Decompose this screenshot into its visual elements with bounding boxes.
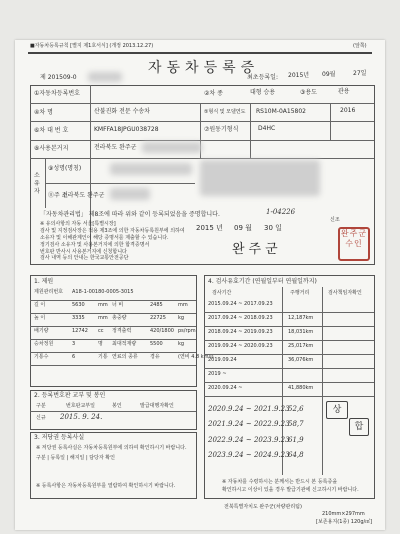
hand-entry-2: 2021.9.24 ~ 2022.9.23 [208,420,290,428]
inspection-mileage: 36,076km [288,357,314,363]
spec-label: 제원관리번호 [34,289,63,295]
footer-note-1: ※ 자동차를 수령하시는 분께서는 반드시 본 등록증을 [222,479,338,485]
cert-line6: 번호판 반사시 사용본거지에 신청합니다 [40,249,127,255]
cert-line7: 검사 내역 등의 안내는 한국교통안전공단 [40,255,129,261]
hand-km-2: 58,7 [288,420,304,428]
doc-number: 제 201509-0 [40,74,77,81]
use-value: 관용 [338,88,350,95]
hand-entry-4: 2023.9.24 ~ 2024.9.23 [208,451,290,459]
plate-row1: 신규 [36,415,46,421]
inspection-period: 2019.09.24 [208,357,237,363]
plate-col2: 번호판교부일 [66,403,95,409]
row-line [30,158,374,159]
document-title: 자동차등록증 [148,60,260,76]
hand-km-1: 52,6 [288,405,304,413]
plate-title: 2. 등록번호판 교부 및 봉인 [34,392,106,399]
row-line [30,300,196,301]
col-line [322,287,323,475]
row-line [204,340,374,341]
name-value: 산불진화 전문 수송차 [94,108,150,115]
plate-col1: 구분 [36,403,46,409]
first-reg-month: 09월 [322,71,336,78]
spec-value: 6 [72,354,76,360]
redacted-owner-address [110,188,150,200]
spec-label: 높 이 [34,315,46,321]
issue-day: 30 일 [264,224,282,232]
spec-value: 3335 [72,315,85,321]
plate-col3: 봉인 [112,403,122,409]
hand-entry-3: 2022.9.24 ~ 2023.9.23 [208,436,290,444]
plate-col4: 발급대행자확인 [140,403,174,409]
spec-value: 420/1800 [150,328,174,334]
spec-unit: kg [178,341,185,347]
plate-row1-date: 2015. 9. 24. [60,413,103,421]
inspection-col2: 주행거리 [290,290,310,296]
row-line [30,140,374,141]
engine-label: ⑤형식 및 모델연도 [204,109,246,115]
spec-label: 너 비 [112,302,124,308]
redacted-owner-name [110,163,192,175]
inspection-col1: 검사기간 [212,290,232,296]
inspection-stamp-2: 합 [349,418,369,436]
row-line [204,354,374,355]
first-reg-year: 2015년 [288,72,310,79]
base-label: ⑧사용본거지 [34,145,69,152]
spec-unit: mm [98,302,108,308]
owner-label: 소유자 [34,172,40,195]
spec-unit: mm [98,315,108,321]
footer-paper: [보존용지(1종) 120g/㎡] [316,519,373,525]
issue-year: 2015 년 [196,224,223,232]
col-line [250,103,251,158]
redacted-base-address [142,142,202,153]
spec-unit: (연비 4.8 km/l) [178,354,214,360]
inspection-period: 2020.09.24 ~ [208,385,243,391]
inspection-col3: 검사책임자확인 [328,290,362,296]
engine-value: RS10M-0A15802 [256,108,306,115]
spec-label: 총중량 [112,315,127,321]
spec-value: 5630 [72,302,85,308]
row-line [204,382,374,383]
form-side-text: (앞쪽) [353,43,367,49]
footer-org: 전북특별자치도 완주군(차량관리팀) [224,504,302,510]
spec-unit: 명 [98,341,103,347]
issuer-name: 완주군 [232,242,282,257]
row-line [45,183,195,184]
inspection-period: 2015.09.24 ~ 2017.09.23 [208,301,273,307]
spec-value: 12742 [72,328,88,334]
name-label: ④차 명 [34,109,53,116]
inspection-title: 4. 검사유효기간 (연월일부터 연월일까지) [208,278,317,285]
row-line [30,313,196,314]
first-reg-day: 27일 [353,70,367,77]
base-value: 전라북도 완주군 [94,144,137,151]
spec-label: 정격출력 [112,328,132,334]
spec-unit: ps/rpm [178,328,196,334]
inspection-mileage: 41,880km [288,385,314,391]
spec-unit: cc [98,328,104,334]
owner-name-label: ⑨성명(명칭) [48,165,82,172]
owner-addr-value: 전라북도 완주군 [62,192,105,199]
hand-km-3: 61,9 [288,436,304,444]
hand-entry-1: 2020.9.24 ~ 2021.9.23 [208,405,290,413]
inspection-mileage: 12,187km [288,315,314,321]
col-line [282,287,283,475]
row-line [204,326,374,327]
engine-type-label: ⑦원동기형식 [204,126,239,133]
cert-line2: ※ 유의사항의 자동 서울[특별시장] [40,221,116,227]
row-line [30,411,196,412]
header-rule [28,52,372,54]
vin-value: KMFFA18JPGU038728 [94,126,159,133]
engine-type-value: D4HC [258,125,276,132]
row-line [30,121,374,122]
mortgage-line3: ※ 등록사항은 자동차등록원부를 열람하여 확인하시기 바랍니다. [36,483,176,489]
spec-value: 경유 [150,354,160,360]
inspection-stamp-1: 상 [326,401,348,419]
col-line [330,103,331,140]
cert-line5: 정기검사 소유자 및 사용본거지에 의한 합격증명서 [40,242,150,248]
row-line [204,396,374,397]
redacted-owner-id [200,160,320,196]
spec-label: 배기량 [34,328,49,334]
official-seal: 완주군수인 [338,227,370,261]
vin-label: ⑥차 대 번 호 [34,127,69,134]
spec-label: 기통수 [34,354,49,360]
row-line [30,365,196,366]
spec-label: 승차정원 [34,341,54,347]
form-rule-text: ■자동차등록규칙 [별지 제1호서식] (개정 2013.12.27) [30,43,154,49]
row-line [30,339,196,340]
mortgage-line2: 구분 | 등록일 | 해지일 | 담당자 확인 [36,455,115,461]
use-label: ③용도 [300,89,317,96]
inspection-period: 2017.09.24 ~ 2018.09.23 [208,315,273,321]
reg-no-label: ①자동차등록번호 [34,90,80,97]
row-line [30,352,196,353]
redacted-doc-number [88,72,122,82]
issue-month: 09 월 [234,224,252,232]
mortgage-line1: ※ 저당권 등록사실은 자동차등록원부에 의하여 확인하시기 바랍니다. [36,445,187,451]
mortgage-title: 3. 저당권 등록사실 [34,434,85,441]
spec-value: 22725 [150,315,166,321]
first-reg-label: 최초등록일: [247,74,279,81]
inspection-period: 2019 ~ [208,371,227,377]
owner-addr-label: ⑪주 소 [48,192,68,199]
footer-size: 210mm×297mm [322,511,365,517]
spec-label: 길 이 [34,302,46,308]
spec-value: 2485 [150,302,163,308]
inspection-mileage: 18,031km [288,329,314,335]
row-line [204,312,374,313]
inspection-mileage: 25,017km [288,343,314,349]
hand-km-4: 64,8 [288,451,304,459]
specs-title: 1. 제원 [34,278,54,285]
spec-unit: mm [178,302,188,308]
spec-label: 연료의 종류 [112,354,138,360]
type-value: 대형 승용 [250,89,276,96]
row-line [30,103,374,104]
cert-line4: 소유자 및 이해관계인이 해당 증명서를 제출할 수 있습니다. [40,235,169,241]
spec-value: 3 [72,341,76,347]
side-note: 신조 [330,217,340,223]
spec-value: 5500 [150,341,163,347]
spec-unit: 기통 [98,354,108,360]
type-label: ②차 종 [204,90,223,97]
inspection-period: 2018.09.24 ~ 2019.09.23 [208,329,273,335]
footer-note-2: 확인하시고 이상이 있을 경우 발급기관에 신고하시기 바랍니다. [222,487,359,493]
cert-line1: 「자동차관리법」 제8조에 따라 위와 같이 등록되었음을 증명합니다. [40,211,220,218]
model-year: 2016 [340,107,356,114]
cert-line3: 검사 및 지정검사장은 적용 제3조에 의한 자동차등록원부에 의하여 [40,228,185,234]
row-line [30,326,196,327]
spec-value: A18-1-00180-0005-3015 [72,289,134,295]
inspection-period: 2019.09.24 ~ 2020.09.23 [208,343,273,349]
spec-unit: kg [178,315,185,321]
handwritten-note: 1-04226 [266,208,296,216]
spec-label: 최대적재량 [112,341,137,347]
row-line [204,368,374,369]
